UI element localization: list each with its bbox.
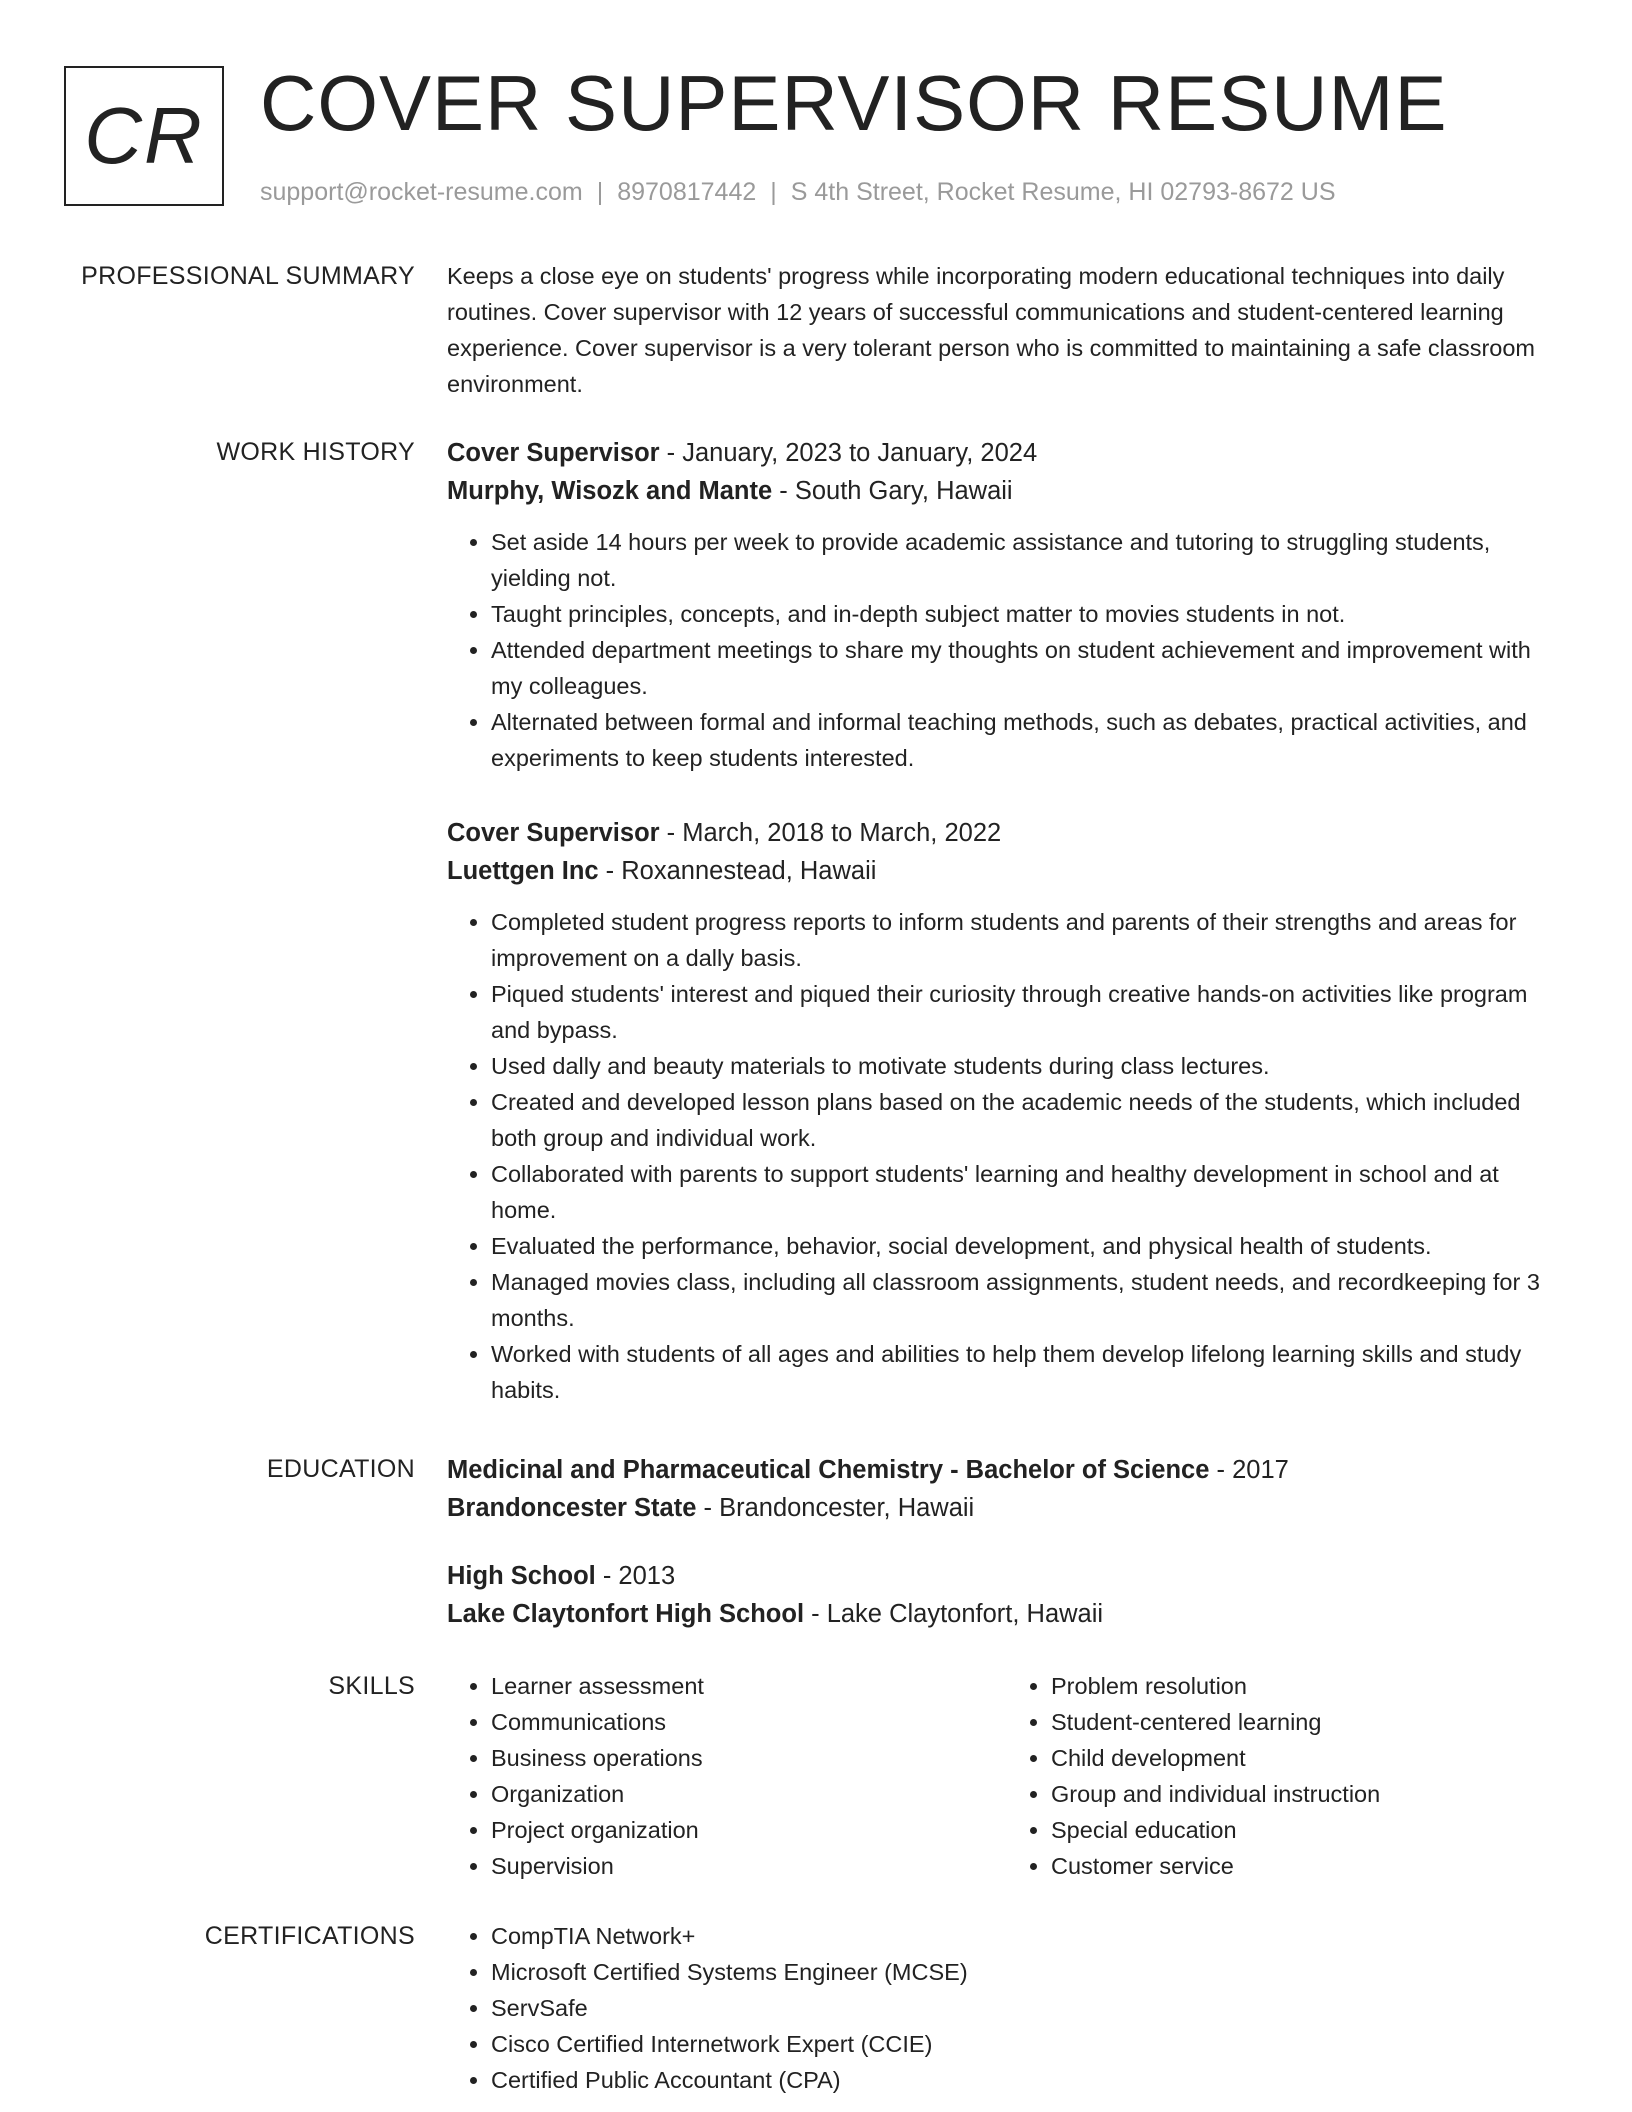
- contact-separator: |: [770, 178, 777, 206]
- skills-list-left: [447, 1668, 1007, 1884]
- job-dates: - January, 2023 to January, 2024: [659, 439, 1038, 467]
- job-title-line: [447, 814, 1567, 852]
- list-item: • Piqued students' interest and piqued their curiosity through creative hands-on activities like program and bypass.: [491, 976, 1567, 1048]
- work-history-body: [447, 434, 1567, 1446]
- page-title: COVER SUPERVISOR RESUME: [260, 59, 1448, 147]
- contact-line: [260, 174, 1336, 210]
- education-degree-line: [447, 1451, 1567, 1489]
- list-item: • Managed movies class, including all classroom assignments, student needs, and recordkeeping for 3 months.: [491, 1264, 1567, 1336]
- job-dates: - March, 2018 to March, 2022: [659, 819, 1002, 847]
- list-item: • Attended department meetings to share my thoughts on student achievement and improvement with my colleagues.: [491, 632, 1567, 704]
- job-title: Cover Supervisor: [447, 439, 660, 467]
- list-item: • Problem resolution: [1051, 1668, 1567, 1704]
- list-item: • Created and developed lesson plans based on the academic needs of the students, which included both group and individual work.: [491, 1084, 1567, 1156]
- list-item: • Cisco Certified Internetwork Expert (CCIE): [491, 2026, 1567, 2062]
- list-item: • Evaluated the performance, behavior, social development, and physical health of students.: [491, 1228, 1567, 1264]
- education-location: - Brandoncester, Hawaii: [696, 1494, 975, 1522]
- education-school-line: [447, 1489, 1567, 1527]
- list-item: • Set aside 14 hours per week to provide academic assistance and tutoring to struggling students, yielding not.: [491, 524, 1567, 596]
- job-bullets: [447, 904, 1567, 1408]
- list-item: • Microsoft Certified Systems Engineer (MCSE): [491, 1954, 1567, 1990]
- education-school-line: [447, 1595, 1567, 1633]
- list-item: • Group and individual instruction: [1051, 1776, 1567, 1812]
- contact-separator: |: [596, 178, 604, 206]
- list-item: • Used dally and beauty materials to motivate students during class lectures.: [491, 1048, 1567, 1084]
- list-item: • Alternated between formal and informal teaching methods, such as debates, practical activities, and experiments to keep students interested.: [491, 704, 1567, 776]
- education-degree: High School: [447, 1562, 596, 1590]
- education-location: - Lake Claytonfort, Hawaii: [804, 1600, 1104, 1628]
- contact-email: support@rocket-resume.com: [260, 178, 583, 206]
- job-location: - South Gary, Hawaii: [772, 477, 1013, 505]
- list-item: • Business operations: [491, 1740, 1007, 1776]
- section-heading: CERTIFICATIONS: [204, 1922, 415, 1950]
- education-school: Lake Claytonfort High School: [447, 1600, 805, 1628]
- education-entry: [447, 1557, 1567, 1633]
- list-item: • Customer service: [1051, 1848, 1567, 1884]
- list-item: • Organization: [491, 1776, 1007, 1812]
- list-item: • Completed student progress reports to inform students and parents of their strengths and areas for improvement on a dally basis.: [491, 904, 1567, 976]
- summary-body: [447, 258, 1567, 402]
- list-item: • Student-centered learning: [1051, 1704, 1567, 1740]
- contact-phone: 8970817442: [617, 178, 757, 206]
- section-heading: WORK HISTORY: [216, 438, 415, 466]
- list-item: • CompTIA Network+: [491, 1918, 1567, 1954]
- list-item: • Learner assessment: [491, 1668, 1007, 1704]
- education-degree: Medicinal and Pharmaceutical Chemistry - Bachelor of Science: [447, 1456, 1210, 1484]
- summary-text: Keeps a close eye on students' progress while incorporating modern educational techniques into daily routines. Cover supervisor with 12 years of successful communications and student-centered learning experience. Cover supervisor is a very tolerant person who is committed to maintaining a safe classroom environment.: [447, 263, 1536, 397]
- job-entry: [447, 814, 1567, 1408]
- job-company: Murphy, Wisozk and Mante: [447, 477, 773, 505]
- certifications-body: [447, 1918, 1567, 2098]
- monogram-badge: CR: [64, 66, 224, 206]
- job-title: Cover Supervisor: [447, 819, 660, 847]
- skills-columns: [447, 1668, 1567, 1884]
- job-company-line: [447, 852, 1567, 890]
- skills-list-right: [1007, 1668, 1567, 1884]
- education-year: - 2017: [1209, 1456, 1289, 1484]
- education-body: [447, 1451, 1567, 1663]
- contact-address: S 4th Street, Rocket Resume, HI 02793-8672 US: [790, 178, 1336, 206]
- job-entry: [447, 434, 1567, 776]
- education-degree-line: [447, 1557, 1567, 1595]
- list-item: • Collaborated with parents to support students' learning and healthy development in school and at home.: [491, 1156, 1567, 1228]
- skills-body: [447, 1668, 1567, 1884]
- job-company: Luettgen Inc: [447, 857, 599, 885]
- education-entry: [447, 1451, 1567, 1527]
- list-item: • ServSafe: [491, 1990, 1567, 2026]
- list-item: • Worked with students of all ages and abilities to help them develop lifelong learning skills and study habits.: [491, 1336, 1567, 1408]
- section-heading: PROFESSIONAL SUMMARY: [81, 262, 415, 290]
- job-company-line: [447, 472, 1567, 510]
- job-bullets: [447, 524, 1567, 776]
- education-year: - 2013: [595, 1562, 676, 1590]
- list-item: • Communications: [491, 1704, 1007, 1740]
- list-item: • Taught principles, concepts, and in-depth subject matter to movies students in not.: [491, 596, 1567, 632]
- section-heading: SKILLS: [328, 1672, 415, 1700]
- job-title-line: [447, 434, 1567, 472]
- list-item: • Project organization: [491, 1812, 1007, 1848]
- list-item: • Child development: [1051, 1740, 1567, 1776]
- certifications-list: [447, 1918, 1567, 2098]
- job-location: - Roxannestead, Hawaii: [598, 857, 877, 885]
- list-item: • Certified Public Accountant (CPA): [491, 2062, 1567, 2098]
- section-heading: EDUCATION: [266, 1455, 415, 1483]
- list-item: • Supervision: [491, 1848, 1007, 1884]
- list-item: • Special education: [1051, 1812, 1567, 1848]
- education-school: Brandoncester State: [447, 1494, 697, 1522]
